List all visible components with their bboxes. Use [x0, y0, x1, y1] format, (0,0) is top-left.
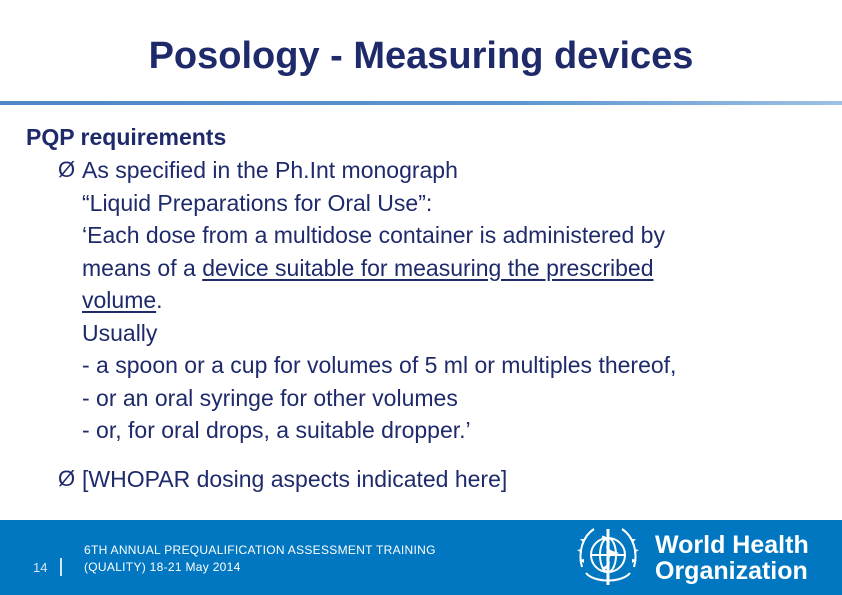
section-heading: PQP requirements: [26, 124, 227, 150]
bullet1-line: - a spoon or a cup for volumes of 5 ml or multiples thereof,: [82, 352, 677, 378]
title-divider: [0, 101, 842, 105]
slide-title: Posology - Measuring devices: [148, 35, 694, 77]
logo-line: World Health: [655, 531, 809, 559]
page-number: 14: [33, 560, 48, 575]
footer-bar: [0, 520, 842, 595]
footer-line: 6TH ANNUAL PREQUALIFICATION ASSESSMENT TRAINING: [84, 543, 436, 557]
arrow-bullet-icon: Ø: [58, 157, 76, 182]
bullet1-line: [82, 284, 826, 317]
underlined-text: volume: [82, 287, 157, 313]
bullet1-text: means of a: [82, 254, 203, 281]
page-number-divider: [60, 558, 62, 576]
footer-event-text: [84, 542, 436, 576]
bullet1-text: .: [156, 287, 163, 313]
bullet1-line: - or an oral syringe for other volumes: [82, 384, 458, 411]
bullet1-line: [82, 252, 826, 285]
bullet1-line: “Liquid Preparations for Oral Use”:: [82, 189, 433, 216]
bullet2-text: [WHOPAR dosing aspects indicated here]: [82, 465, 508, 492]
bullet-item-2: [26, 463, 826, 496]
bullet1-line: - or, for oral drops, a suitable dropper.’: [82, 417, 471, 443]
bullet1-line: Usually: [82, 319, 158, 346]
who-logo-text: [655, 532, 809, 584]
slide-body: [26, 120, 826, 495]
who-emblem-icon: [572, 523, 644, 592]
logo-line: Organization: [655, 557, 808, 585]
bullet1-line: As specified in the Ph.Int monograph: [82, 157, 458, 183]
underlined-text: device suitable for measuring the prescribed: [202, 254, 654, 281]
bullet1-line: ‘Each dose from a multidose container is administered by: [82, 222, 665, 248]
bullet-item-1: [26, 154, 826, 447]
footer-line: (QUALITY) 18-21 May 2014: [84, 560, 241, 574]
arrow-bullet-icon: Ø: [58, 465, 76, 491]
